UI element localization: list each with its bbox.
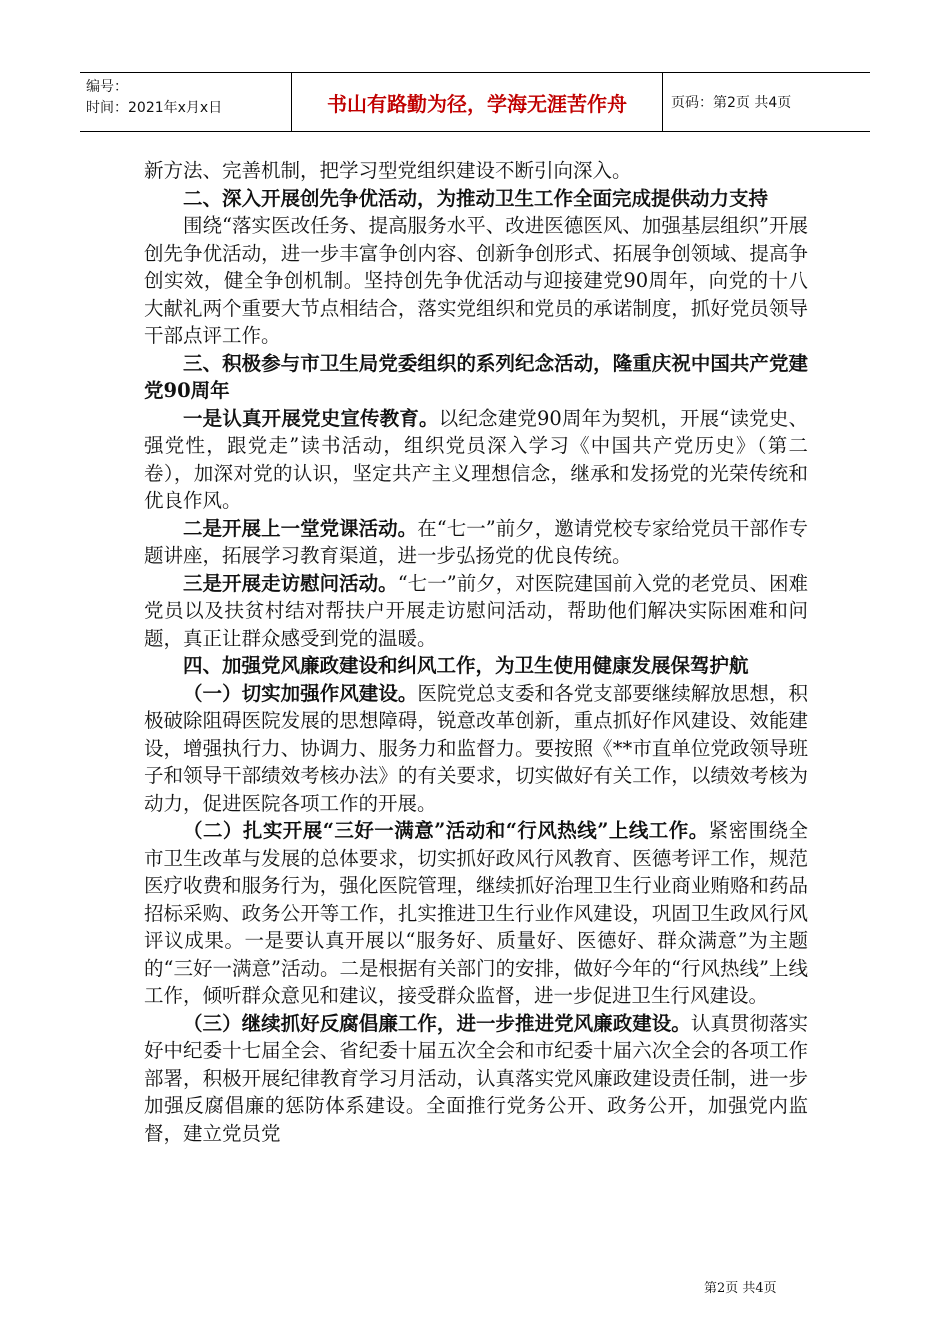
paragraph [144,680,808,818]
section-heading: 三、积极参与市卫生局党委组织的系列纪念活动，隆重庆祝中国共产党建党90周年 [144,351,808,402]
document-body [144,157,808,1147]
paragraph-lead: （一）切实加强作风建设。 [183,681,418,705]
page-header [80,72,870,132]
paragraph-lead: （三）继续抓好反腐倡廉工作，进一步推进党风廉政建设。 [183,1011,691,1035]
paragraph [144,405,808,515]
section-heading: 二、深入开展创先争优活动，为推动卫生工作全面完成提供动力支持 [183,186,769,210]
paragraph-text: 医院党总支委和各党支部要继续解放思想，积极破除阻碍医院发展的思想障碍，锐意改革创新，重点抓好作风建设、效能建设，增强执行力、协调力、服务力和监督力。要按照《**市直单位党政领导班子和领导干部绩效考核办法》的有关要求，切实做好有关工作，以绩效考核为动力，促进医院各项工作的开展。 [144,681,808,815]
paragraph-lead: （二）扎实开展“三好一满意”活动和“行风热线”上线工作。 [183,819,709,842]
header-page-code: 页码：第2页 共4页 [671,95,792,111]
header-motto: 书山有路勤为径，学海无涯苦作舟 [292,73,663,131]
paragraph-text: 认真贯彻落实好中纪委十七届全会、省纪委十届五次全会和市纪委十届六次全会的各项工作部署，积极开展纪律教育学习月活动，认真落实党风廉政建设责任制，进一步加强反腐倡廉的惩防体系建设。全面推行党务公开、政务公开，加强党内监督，建立党员党 [144,1011,808,1145]
paragraph-text: 在“七一”前夕，邀请党校专家给党员干部作专题讲座，拓展学习教育渠道，进一步弘扬党的优良传统。 [144,516,808,567]
page-footer: 第2页 共4页 [704,1281,777,1296]
paragraph-text: 紧密围绕全市卫生改革与发展的总体要求，切实抓好政风行风教育、医德考评工作，规范医疗收费和服务行为，强化医院管理，继续抓好治理卫生行业商业贿赂和药品招标采购、政务公开等工作，扎实推进卫生行业作风建设，巩固卫生政风行风评议成果。一是要认真开展以“服务好、质量好、医德好、群众满意”为主题的“三好一满意”活动。二是根据有关部门的安排，做好今年的“行风热线”上线工作，倾听群众意见和建议，接受群众监督，进一步促进卫生行风建设。 [144,819,808,1007]
paragraph-lead: 三是开展走访慰问活动。 [183,571,398,595]
date-label: 时间：2021年x月x日 [86,100,223,116]
paragraph-text: “七一”前夕，对医院建国前入党的老党员、困难党员以及扶贫村结对帮扶户开展走访慰问活动，帮助他们解决实际困难和问题，真正让群众感受到党的温暖。 [144,571,808,650]
section-heading: 四、加强党风廉政建设和纠风工作，为卫生使用健康发展保驾护航 [183,654,749,677]
number-label: 编号： [86,79,128,95]
paragraph [144,515,808,570]
paragraph [144,817,808,1010]
header-meta [80,73,292,131]
paragraph-lead: 一是认真开展党史宣传教育。 [183,406,439,430]
paragraph [144,570,808,653]
paragraph-lead: 二是开展上一堂党课活动。 [183,516,418,540]
paragraph: 新方法、完善机制，把学习型党组织建设不断引向深入。 [144,159,632,182]
paragraph [144,1010,808,1148]
paragraph: 围绕“落实医改任务、提高服务水平、改进医德医风、加强基层组织”开展创先争优活动，进一步丰富争创内容、创新争创形式、拓展争创领域、提高争创实效，健全争创机制。坚持创先争优活动与迎接建党90周年，向党的十八大献礼两个重要大节点相结合，落实党组织和党员的承诺制度，抓好党员领导干部点评工作。 [144,214,808,347]
paragraph-text: 以纪念建党90周年为契机，开展“读党史、强党性，跟党走”读书活动，组织党员深入学习《中国共产党历史》（第二卷），加深对党的认识，坚定共产主义理想信念，继承和发扬党的光荣传统和优良作风。 [144,406,808,512]
